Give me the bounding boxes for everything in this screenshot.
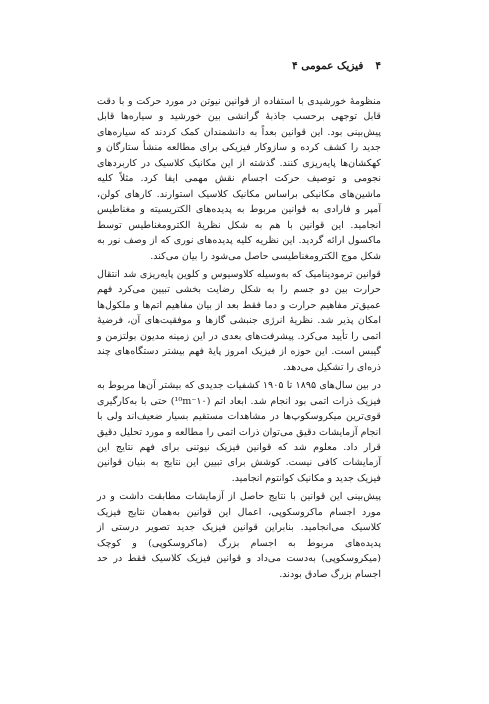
running-head [292,60,381,72]
paragraph: پیش‌بینی این قوانین با نتایج حاصل از آزمایشات مطابقت داشت و در مورد اجسام ماکروسکوپی، اعمال این قوانین به‌همان نتایج فیزیک کلاسیک می‌انجامید. بنابراین قوانین فیزیک جدید تصویر درستی از پدیده‌های مربوط به اجسام بزرگ (ماکروسکوپی) و کوچک (میکروسکوپی) به‌دست می‌داد و قوانین فیزیک کلاسیک فقط در حد اجسام بزرگ صادق بودند. [97,491,381,580]
paragraph: در بین سال‌های ۱۸۹۵ تا ۱۹۰۵ کشفیات جدیدی که بیشتر آن‌ها مربوط به فیزیک ذرات اتمی بود انجام شد. ابعاد اتم (۱۰⁻¹⁰m) حتی با به‌کارگیری قوی‌ترین میکروسکوپ‌ها در مشاهدات مستقیم بسیار ضعیف‌اند ولی با انجام آزمایشات دقیق می‌توان ذرات اتمی را مطالعه و مورد تحلیل دقیق قرار داد. معلوم شد که قوانین فیزیک نیوتنی برای فهم نتایج این آزمایشات کافی نیست. کوشش برای تبیین این نتایج به بنیان قوانین فیزیک جدید و مکانیک کوانتوم انجامید. [97,380,381,484]
paragraph: قوانین ترمودینامیک که به‌وسیله کلاوسیوس و کلوین پایه‌ریزی شد انتقال حرارت بین دو جسم را به شکل رضایت بخشی تبیین می‌کرد فهم عمیق‌تر مفاهیم حرارت و دما فقط بعد از بیان مفاهیم اتم‌ها و ملکول‌ها امکان پذیر شد. نظریهٔ انرژی جنبشی گازها و موفقیت‌های آن، فرضیهٔ اتمی را تأیید می‌کرد. پیشرفت‌های بعدی در این زمینه مدیون بولتزمن و گیبس است. این حوزه از فیزیک امروز پایهٔ فهم بیشتر دستگاه‌های چند ذره‌ای را تشکیل می‌دهد. [97,268,381,373]
page-number: ۴ [375,60,381,72]
body-text [97,94,381,582]
chapter-title: فیزیک عمومی ۴ [291,60,364,72]
paragraph: منظومهٔ خورشیدی با استفاده از قوانین نیوتن در مورد حرکت و با دقت قابل توجهی برحسب جاذبهٔ گرانشی بین خورشید و سیاره‌ها قابل پیش‌بینی بود. این قوانین بعداً به دانشمندان کمک کردند که سیاره‌های جدید را کشف کرده و سازوکار فیزیکی برای مطالعه منشأ ستارگان و کهکشان‌ها پایه‌ریزی کنند. گذشته از این مکانیک کلاسیک در کاربردهای نجومی و توصیف حرکت اجسام نقش مهمی ایفا کرد. مثلاً کلیه ماشین‌های مکانیکی براساس مکانیک کلاسیک استوارند. کارهای کولن، آمپر و فارادی به قوانین مربوط به پدیده‌های الکتریسیته و مغناطیس انجامید. این قوانین با هم به شکل نظریهٔ الکترومغناطیس توسط ماکسول ارائه گردید. این نظریه کلیه پدیده‌های نوری که از وصف نور به شکل موج الکترومغناطیسی حاصل می‌شود را بیان می‌کند. [97,96,381,262]
